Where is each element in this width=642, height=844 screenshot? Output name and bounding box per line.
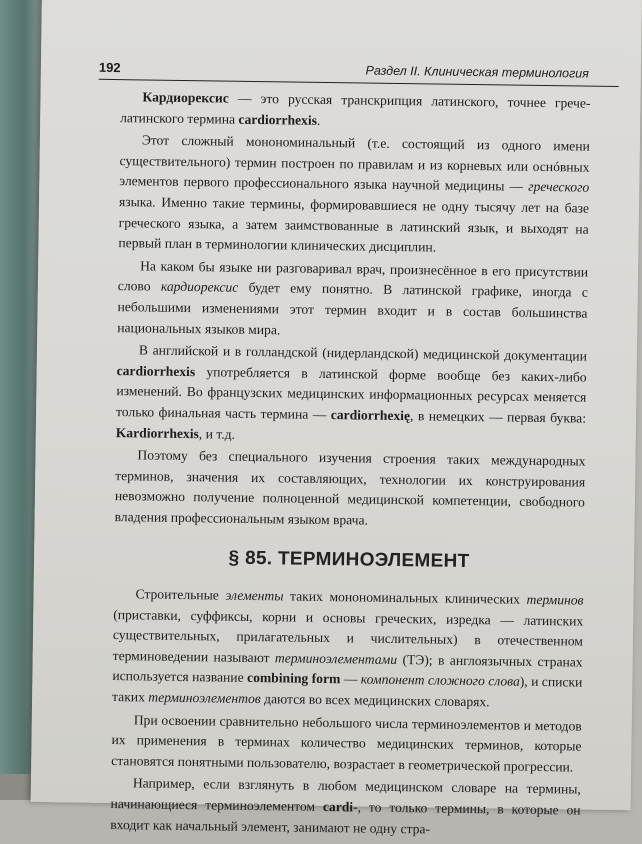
paragraph	[110, 773, 581, 841]
text-run: , в немецких — первая буква:	[409, 408, 587, 426]
italic-text: терминоэлементов	[148, 689, 261, 707]
bold-term: combining form	[246, 670, 341, 687]
text-run: Например, если взглянуть в любом медицинском словаре на термины, начинающиеся терминоэлементом	[110, 775, 581, 815]
page-header	[99, 57, 619, 87]
text-run: Строительные	[135, 586, 226, 603]
running-head: Раздел II. Клиническая терминология	[365, 63, 589, 81]
text-run: даются во всех медицинских словарях.	[260, 691, 490, 710]
italic-text: терминоэлементами	[274, 650, 398, 667]
section-title-text: § 85. ТЕРМИНОЭЛЕМЕНТ	[228, 548, 470, 573]
page-number: 192	[98, 59, 121, 76]
paragraph	[114, 445, 585, 534]
paragraph	[117, 256, 588, 345]
bold-term: Kardiorrhexis	[115, 424, 199, 441]
body-text	[110, 87, 590, 844]
italic-text: терминов	[526, 591, 584, 608]
bold-term: cardiorrhexię	[330, 406, 411, 424]
paragraph	[116, 340, 587, 450]
text-run: При освоении сравнительно небольшого числа терминоэлементов и методов их применения в терминах количество медицинских терминов, которые становятся понятными пользователю, возрастает в геометрической прогрессии.	[111, 711, 582, 775]
italic-text: кардиорексис	[160, 279, 239, 296]
section-title	[114, 548, 584, 575]
text-run: , то только термины, в которые он входит как начальный элемент, занимают не одну стра-	[110, 799, 581, 837]
text-run: будет ему понятно. В латинской графике, иногда с небольшими изменениями этот термин входит и в состав большинства национальных языков мира.	[117, 280, 588, 337]
text-run: .	[316, 112, 321, 128]
text-run: Этот сложный монономинальный (т.е. состоящий из одного имени существительного) термин построен по правилам и из корневых или оснóвных элементов первого профессионального языка научной медицины —	[119, 132, 590, 195]
bold-term: Кардиорексис	[142, 89, 229, 106]
text-run: употребляется в латинской форме вообще без каких-либо изменений. Во французских медицинских информационных ресурсах меняется только финальная часть термина —	[115, 363, 587, 422]
paragraph	[112, 584, 584, 714]
bold-term: cardi-	[322, 799, 358, 815]
text-run: — это русская транскрипция латинского, точнее грече-латинского термина	[120, 90, 591, 127]
paragraph	[120, 87, 591, 135]
text-run: ), и списки таких	[112, 674, 583, 705]
text-run: таких монономинальных клинических	[283, 588, 527, 607]
text-run: —	[340, 671, 361, 687]
italic-text: греческого	[528, 179, 590, 196]
text-run: (приставки, суффиксы, корни и основы греческих, изредка — латинских существительных, прилагательных и числительных) в отечественном терминоведении называют	[112, 606, 584, 666]
paragraph	[118, 130, 590, 260]
text-run: На каком бы языке ни разговаривал врач, произнесённое в его присутствии слово	[117, 258, 589, 295]
text-run: (ТЭ); в англоязычных странах используется название	[112, 651, 583, 686]
text-run: языка. Именно такие термины, формировавшиеся не одну тысячу лет на базе греческого языка, а затем заимствованные в латинский язык, и выходят на первый план в терминологии клинических дисциплин.	[118, 194, 590, 255]
text-run: Поэтому без специального изучения строения таких международных терминов, значения их составляющих, технологии их конструирования невозможно получение полноценной медицинской компетенции, свободного владения профессиональным языком врача.	[114, 447, 586, 528]
book-page	[31, 0, 642, 837]
text-run: , и т.д.	[198, 425, 236, 442]
italic-text: элементы	[225, 587, 284, 604]
text-run: В английской и в голландской (нидерландской) медицинской документации	[138, 342, 588, 364]
bold-term: cardiorrhexis	[238, 111, 318, 128]
paragraph	[111, 710, 582, 778]
bold-term: cardiorrhexis	[116, 362, 196, 379]
italic-text: компонент сложного слова	[360, 671, 520, 690]
